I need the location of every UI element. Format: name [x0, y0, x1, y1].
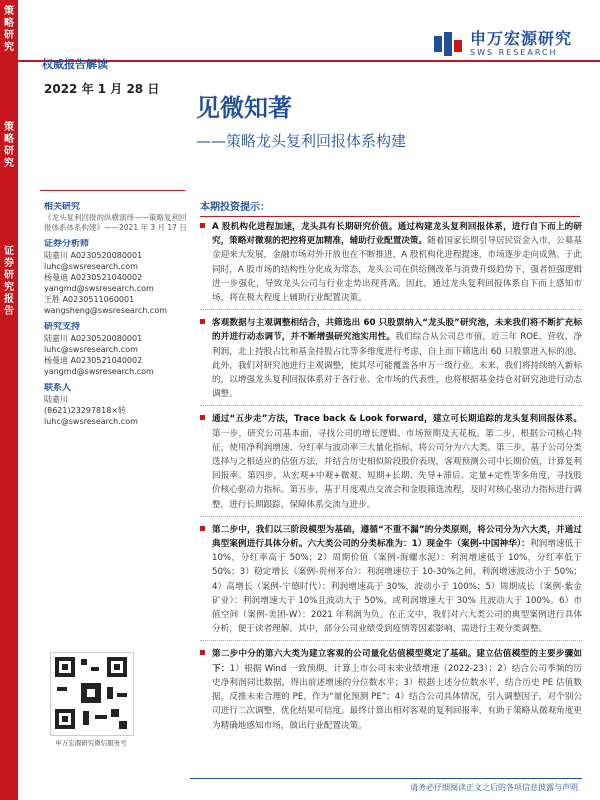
left-divider — [40, 190, 185, 191]
contact-heading: 联系人 — [44, 383, 72, 393]
sidebar-strip — [0, 0, 18, 800]
report-title: 见微知著 — [196, 94, 292, 122]
qr-caption: 申万宏源研究微信服务号 — [55, 739, 127, 747]
point-bold: 通过“五步走”方法，Trace back & Look forward，建立可长期追踪的龙头复利回报体系。 — [212, 414, 582, 425]
support-email[interactable]: yangmd@swsresearch.com — [44, 367, 154, 376]
analyst-line: 陆嘉川 A0230520080001 — [44, 251, 143, 260]
list-item — [200, 412, 582, 516]
contact-email[interactable]: luhc@swsresearch.com — [44, 417, 138, 426]
bullet-square-icon — [200, 415, 205, 420]
analyst-email[interactable]: luhc@swsresearch.com — [44, 262, 138, 271]
related-research-heading: 相关研究 — [44, 202, 81, 212]
point-text: 随着国家长期引导居民资金入市，公募基金迎来大发展，金融市场对外开放也在不断推进，A 股机构化进程提速，市场逐步走向成熟。于此同时，A 股市场的结构性分化成为常态，龙头公司在供给侧改革与消费升级趋势下，强者恒强逻辑进一步强化，导致龙头公司与行业走势出现背离。因此，通过龙头复利回报体系自下而上感知市场，将在极大程度上辅助行业配置决策。 — [212, 236, 582, 304]
report-subtitle: ——策略龙头复利回报体系构建 — [196, 132, 407, 150]
list-item — [200, 316, 582, 406]
sidebar-label-bottom: 证券研究报告 — [4, 246, 14, 317]
analyst-email[interactable]: yangmd@swsresearch.com — [44, 284, 154, 293]
footer-divider — [190, 778, 582, 779]
analyst-line: 王胜 A0230511060001 — [44, 295, 135, 304]
point-bold: 第二步中，我们以三阶段模型为基础，遵循“不重不漏”的分类原则，将公司分为六大类，并通过典型案例进行具体分析。六大类公司的分类标准为：1）现金牛（案例-中国神华）： — [212, 524, 582, 550]
list-item — [200, 523, 582, 642]
analyst-line: 杨曼迪 A0230521040002 — [44, 273, 143, 282]
support-line: 杨曼迪 A0230521040002 — [44, 356, 143, 365]
logo-mark-icon — [434, 32, 464, 56]
disclaimer-footer: 请务必仔细阅读正文之后的各项信息披露与声明 — [410, 783, 578, 792]
point-text: 第一步，研究公司基本面，寻找公司的增长逻辑、市场预期及天花板。第二步，根据公司核心特征，使用净利润增速、分红率与波动率三大量化指标，将公司分为六大类。第三步，基于公司分类选择与之相适应的估值方法，并结合历史相似阶段股价表现，客观预测公司中长期价值，计算复利回报率。第四步，从宏观+中观+微观、短期+长期、先导+滞后、定量+定性等多角度，寻找股价核心驱动力指标。第五步，基于月度观点交流会和金股筛选流程，及时对核心驱动力指标进行调整，进行长期跟踪，保障体系交流与进步。 — [212, 428, 582, 510]
analyst-email[interactable]: wangsheng@swsresearch.com — [44, 306, 168, 315]
company-logo — [434, 30, 572, 58]
report-date: 2022 年 1 月 28 日 — [44, 82, 160, 96]
point-text: 1）根据 Wind 一致预期，计算上市公司未来业绩增速（2022-23）；2）结合公司季频的历史净利润同比数据，得出前述增速的分位数水平；3）根据上述分位数水平，结合历史 PE 估值数据，反推未来合理的 PE，作为“量化预测 PE”；4）结合公司具体情况，引入调整因子，对个别公司进行二次调整，优化结果可信度。最终计算出相对客观的复利回报率，有助于策略从微观角度更为精确地感知市场，做出行业配置决策。 — [212, 663, 582, 731]
bullet-square-icon — [200, 223, 205, 228]
analyst-heading: 证券分析师 — [44, 239, 90, 249]
support-line: 陆嘉川 A0230520080001 — [44, 334, 143, 343]
report-tag: 权威报告解读 — [42, 58, 108, 71]
point-bold: A 股机构化进程加速，龙头具有长期研究价值。通过构建龙头复利回报体系，进行自下而上的研究，策略对微观的把控将更加精准，辅助行业配置决策。 — [212, 222, 582, 247]
contact-phone: (8621)23297818×转 — [44, 406, 127, 415]
related-research-link[interactable]: 《龙头复利回报的纵横演绎——策略复利回报体系体系构建》——2021 年 3 月 17 日 — [44, 213, 187, 232]
bullet-square-icon — [200, 319, 205, 324]
bullet-square-icon — [200, 526, 205, 531]
left-column — [44, 196, 188, 427]
support-email[interactable]: luhc@swsresearch.com — [44, 345, 138, 354]
investment-points — [200, 220, 582, 743]
qr-code-icon — [50, 652, 134, 736]
sidebar-label-middle: 策略研究 — [4, 122, 14, 169]
point-text: 我们综合从公司总市值，近三年 ROE、营收、净利润，北上持股占比和基金持股占比等多维度进行考虑，自上而下筛选出 60 只股票进入标的池。此外，我们对研究池进行主观调整，使其尽可能覆盖各申万一级行业。未来，我们将持续纳入新标的，以增强龙头复利回报体系对于各行业、全市场的代表性，也将根据基金持仓对研究池进行动态调整。 — [212, 332, 582, 400]
investment-tips-heading: 本期投资提示： — [200, 198, 580, 217]
point-bold: 第二步中分的第六大类为建立客观的公司量化估值模型奠定了基础。建立估值模型的主要步骤如下： — [212, 649, 582, 674]
contact-line: 陆嘉川 — [44, 395, 68, 404]
logo-text-en: SWS RESEARCH — [469, 48, 558, 57]
point-text: 利润增速低于 10%，分红率高于 50%；2）周期价值（案例-海螺水泥）：利润增速低于 10%，分红率低于 50%；3）稳定增长（案例-贵州茅台）：利润增速位于 10-30%之间，利润增速波动小于 50%；4）高增长（案例-宁德时代）：利润增速高于 30%，波动小于 100%；5）周期成长（案例-紫金矿业）：利润增速大于 10%且波动大于 50%，或利润增速大于 30% 且波动大于 100%。6）市值空间（案例-美团-W）：2021 年利润为负。在正文中，我们对六大类公司的典型案例进行具体分析，便于读者理解。其中，部分公司业绩受到疫情等因素影响，需进行主观分类调整。 — [212, 539, 582, 635]
bullet-square-icon — [200, 650, 205, 655]
list-item — [200, 220, 582, 310]
list-item — [200, 647, 582, 736]
logo-text-cn: 申万宏源研究 — [469, 29, 572, 48]
point-bold: 客观数据与主观调整相结合，共筛选出 60 只股票纳入“龙头股”研究池，未来我们将不断扩充标的并进行动态调节，并不断增强研究池实用性。 — [212, 318, 582, 343]
support-heading: 研究支持 — [44, 322, 81, 332]
sidebar-label-top: 策略研究 — [4, 6, 14, 53]
